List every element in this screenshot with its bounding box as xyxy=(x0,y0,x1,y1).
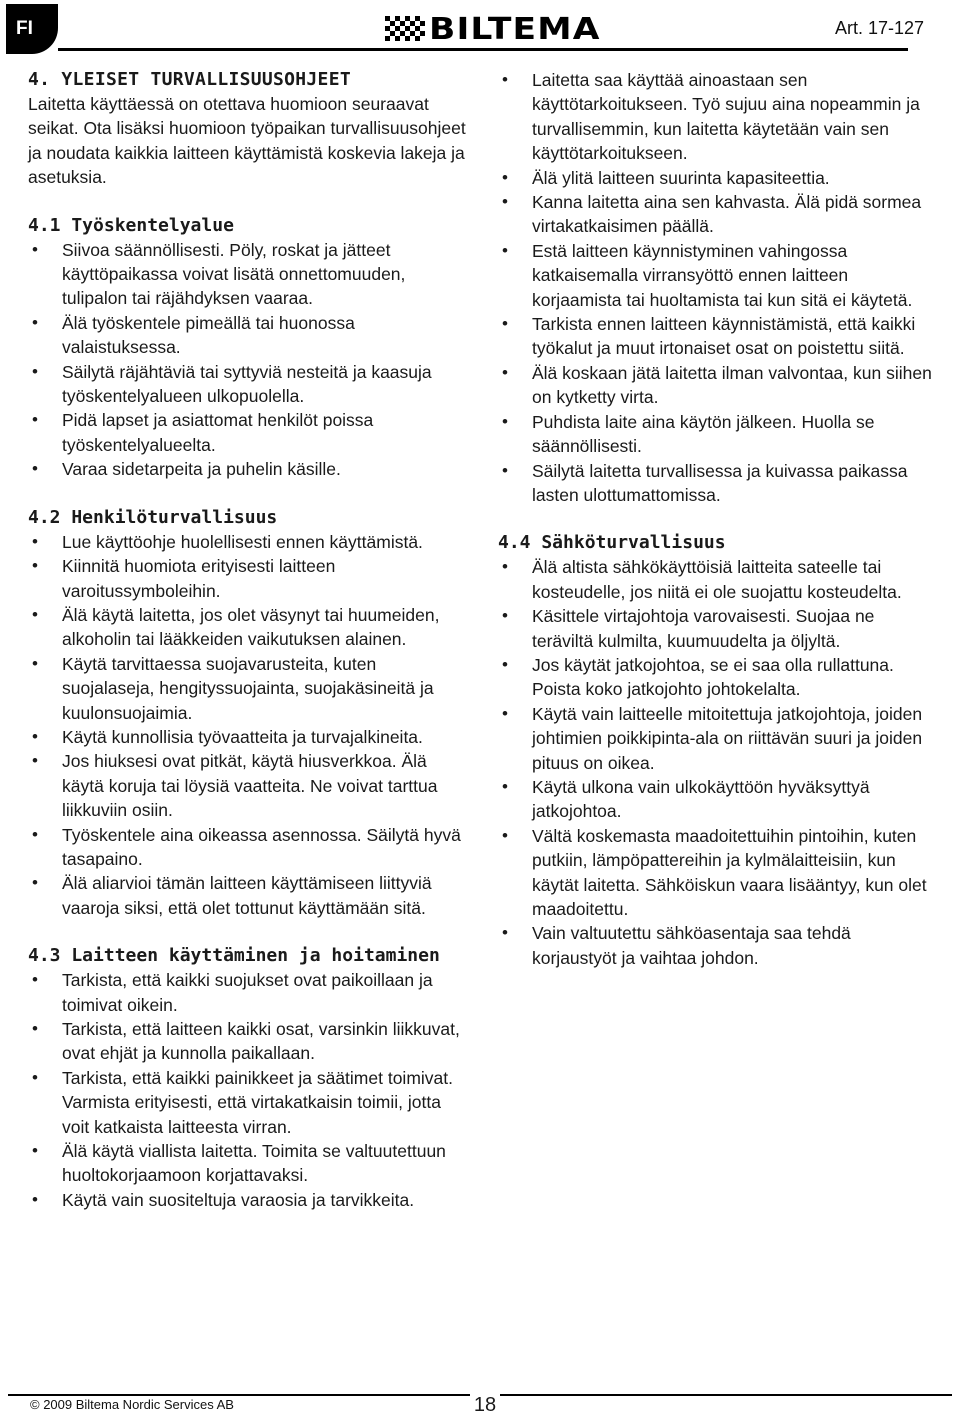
section-4-3 xyxy=(28,944,468,1212)
list-item: • Älä työskentele pimeällä tai huonossa valaistuksessa. xyxy=(28,311,468,360)
list-item: • Puhdista laite aina käytön jälkeen. Huolla se säännöllisesti. xyxy=(498,410,938,459)
list-item: • Älä ylitä laitteen suurinta kapasiteettia. xyxy=(498,166,938,190)
section-4-2-title: 4.2 Henkilöturvallisuus xyxy=(28,506,278,528)
list-item: • Älä aliarvioi tämän laitteen käyttämiseen liittyviä vaaroja siksi, että olet tottunut käyttämään sitä. xyxy=(28,871,468,920)
list-item: • Käytä vain suositeltuja varaosia ja tarvikkeita. xyxy=(28,1188,468,1212)
list-item: • Tarkista, että kaikki painikkeet ja säätimet toimivat. Varmista erityisesti, että virtakatkaisin toimii, jotta voit katkaista laitteesta virran. xyxy=(28,1066,468,1139)
list-item: • Tarkista ennen laitteen käynnistämistä, että kaikki työkalut ja muut irtonaiset osat on poistettu siitä. xyxy=(498,312,938,361)
list-item: • Säilytä laitetta turvallisessa ja kuivassa paikassa lasten ulottumattomissa. xyxy=(498,459,938,508)
list-item: • Älä altista sähkökäyttöisiä laitteita sateelle tai kosteudelle, jos niitä ei ole suojattu kosteudelta. xyxy=(498,555,938,604)
section-4 xyxy=(28,68,468,190)
copyright-text: © 2009 Biltema Nordic Services AB xyxy=(30,1397,234,1412)
list-item: • Vain valtuutettu sähköasentaja saa tehdä korjaustyöt ja vaihtaa johdon. xyxy=(498,921,938,970)
list-item: • Kanna laitetta aina sen kahvasta. Älä pidä sormea virtakatkaisimen päällä. xyxy=(498,190,938,239)
section-4-title: 4. YLEISET TURVALLISUUSOHJEET xyxy=(28,69,351,90)
list-item: • Jos käytät jatkojohtoa, se ei saa olla rullattuna. Poista koko jatkojohto johtokelalta. xyxy=(498,653,938,702)
list-item: • Käytä vain laitteelle mitoitettuja jatkojohtoja, joiden johtimien poikkipinta-ala on riittävän suuri ja joiden pituus on oikea. xyxy=(498,702,938,775)
section-4-4 xyxy=(498,531,938,970)
list-item: • Lue käyttöohje huolellisesti ennen käyttämistä. xyxy=(28,530,468,554)
list-item: • Varaa sidetarpeita ja puhelin käsille. xyxy=(28,457,468,481)
checkered-flag-icon xyxy=(385,16,425,44)
section-4-3-title: 4.3 Laitteen käyttäminen ja hoitaminen xyxy=(28,945,440,967)
section-4-intro: Laitetta käyttäessä on otettava huomioon seuraavat seikat. Ota lisäksi huomioon työpaikan turvallisuusohjeet ja noudata kaikkia laitteen käyttämistä koskevia lakeja ja asetuksia. xyxy=(28,94,466,188)
brand-name: BILTEMA xyxy=(429,12,601,47)
section-4-2 xyxy=(28,506,468,921)
list-item: • Säilytä räjähtäviä tai syttyviä nesteitä ja kaasuja työskentelyalueen ulkopuolella. xyxy=(28,360,468,409)
section-4-3-continued-list xyxy=(498,68,938,507)
list-item: • Estä laitteen käynnistyminen vahingossa katkaisemalla virransyöttö ennen laitteen korjaamista tai huoltamista tai kun sitä ei käytetä. xyxy=(498,239,938,312)
list-item: • Älä käytä viallista laitetta. Toimita se valtuutettuun huoltokorjaamoon korjattavaksi. xyxy=(28,1139,468,1188)
article-number: Art. 17-127 xyxy=(834,18,924,38)
page-number: 18 xyxy=(470,1392,500,1418)
section-4-4-list xyxy=(498,555,938,970)
list-item: • Pidä lapset ja asiattomat henkilöt poissa työskentelyalueelta. xyxy=(28,408,468,457)
language-badge: FI xyxy=(6,4,58,54)
list-item: • Käsittele virtajohtoja varovaisesti. Suojaa ne teräviltä kulmilta, kuumuudelta ja öljyltä. xyxy=(498,604,938,653)
list-item: • Älä käytä laitetta, jos olet väsynyt tai huumeiden, alkoholin tai lääkkeiden vaikutuksen alainen. xyxy=(28,603,468,652)
section-4-4-title: 4.4 Sähköturvallisuus xyxy=(498,532,726,554)
list-item: • Kiinnitä huomiota erityisesti laitteen varoitussymboleihin. xyxy=(28,554,468,603)
section-4-3-list xyxy=(28,968,468,1212)
left-column xyxy=(28,68,468,1212)
section-4-1 xyxy=(28,214,468,482)
page-header xyxy=(0,0,960,58)
section-4-3-continued xyxy=(498,68,938,507)
list-item: • Käytä kunnollisia työvaatteita ja turvajalkineita. xyxy=(28,725,468,749)
list-item: • Jos hiuksesi ovat pitkät, käytä hiusverkkoa. Älä käytä koruja tai löysiä vaatteita. Ne voivat tarttua liikkuviin osiin. xyxy=(28,749,468,822)
section-4-2-list xyxy=(28,530,468,921)
list-item: • Tarkista, että laitteen kaikki osat, varsinkin liikkuvat, ovat ehjät ja kunnolla paikallaan. xyxy=(28,1017,468,1066)
list-item: • Vältä koskemasta maadoitettuihin pintoihin, kuten putkiin, lämpöpattereihin ja kylmälaitteisiin, kun käytät laitetta. Sähköiskun vaara lisääntyy, kun olet maadoitettu. xyxy=(498,824,938,922)
list-item: • Työskentele aina oikeassa asennossa. Säilytä hyvä tasapaino. xyxy=(28,823,468,872)
section-4-1-title: 4.1 Työskentelyalue xyxy=(28,214,234,236)
list-item: • Käytä ulkona vain ulkokäyttöön hyväksyttyä jatkojohtoa. xyxy=(498,775,938,824)
brand-logo xyxy=(385,12,601,47)
list-item: • Laitetta saa käyttää ainoastaan sen käyttötarkoitukseen. Työ sujuu aina nopeammin ja turvallisemmin, kun laitetta käytetään vain sen käyttötarkoitukseen. xyxy=(498,68,938,166)
header-rule xyxy=(58,48,908,51)
list-item: • Siivoa säännöllisesti. Pöly, roskat ja jätteet käyttöpaikassa voivat lisätä onnettomuuden, tulipalon tai räjähdyksen vaaraa. xyxy=(28,238,468,311)
right-column xyxy=(498,68,938,970)
section-4-1-list xyxy=(28,238,468,482)
list-item: • Tarkista, että kaikki suojukset ovat paikoillaan ja toimivat oikein. xyxy=(28,968,468,1017)
list-item: • Älä koskaan jätä laitetta ilman valvontaa, kun siihen on kytketty virta. xyxy=(498,361,938,410)
list-item: • Käytä tarvittaessa suojavarusteita, kuten suojalaseja, hengityssuojainta, suojakäsineitä ja kuulonsuojaimia. xyxy=(28,652,468,725)
